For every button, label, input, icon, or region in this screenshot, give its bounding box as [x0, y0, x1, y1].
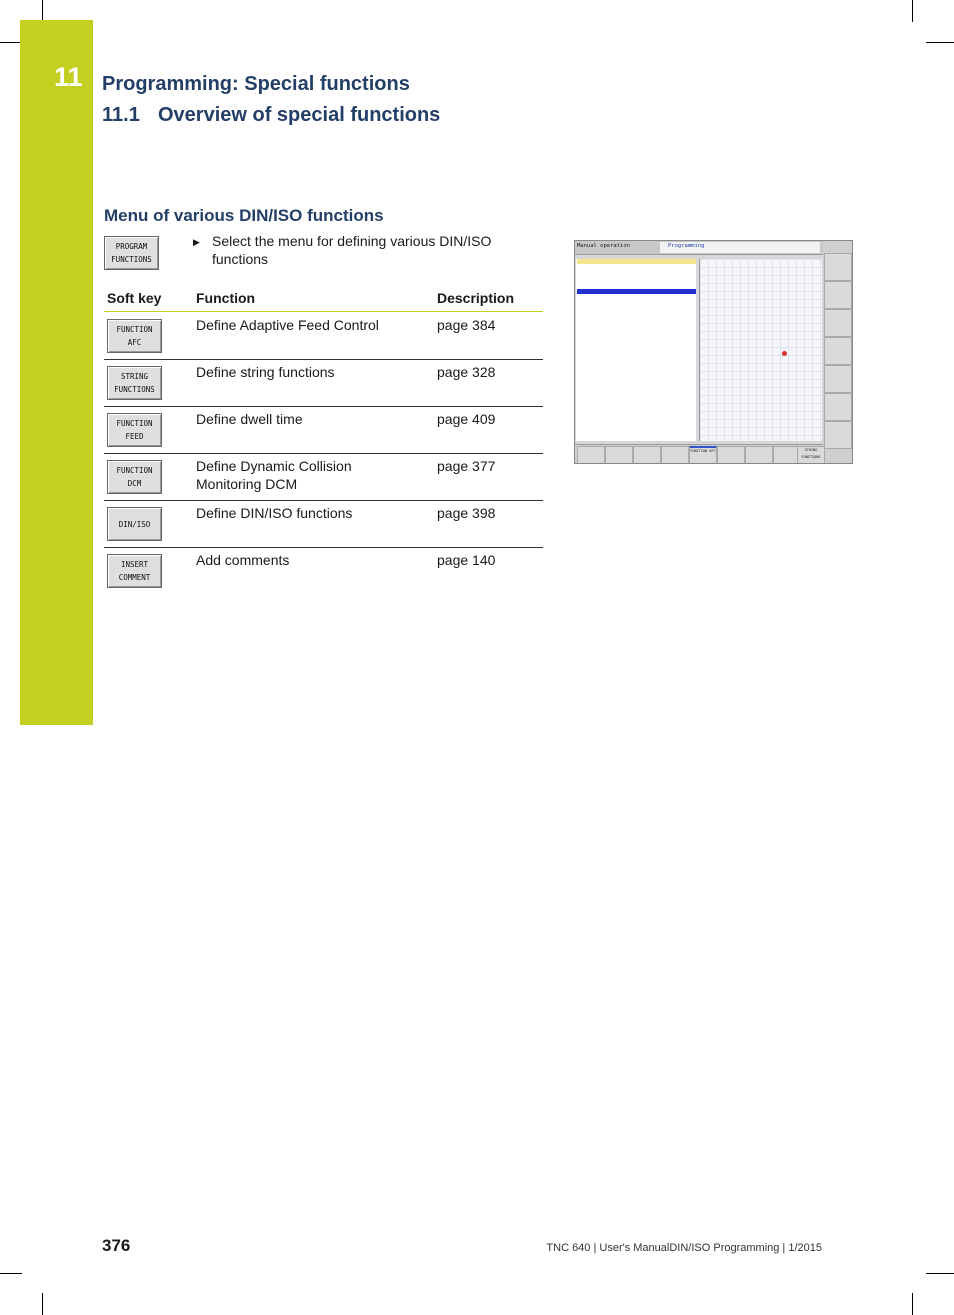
- string-functions-softkey[interactable]: [107, 366, 162, 400]
- crop-mark: [926, 1273, 954, 1274]
- page-ref[interactable]: page 328: [437, 364, 496, 380]
- bullet-arrow-icon: ▶: [193, 237, 200, 247]
- din-iso-softkey[interactable]: [107, 507, 162, 541]
- softkey-label: AFC: [127, 338, 142, 347]
- screen-mode-bar: [575, 241, 823, 255]
- softkey-label: STRING: [120, 372, 149, 381]
- header-softkey: Soft key: [107, 290, 162, 306]
- tool-marker-icon: [782, 351, 787, 356]
- function-afc-softkey[interactable]: [107, 319, 162, 353]
- table-row: [104, 406, 543, 454]
- chapter-sidebar: [20, 20, 93, 725]
- function-text: Add comments: [196, 552, 290, 568]
- softkey-label: FUNCTIONS: [111, 255, 152, 264]
- softkey-label: FUNCTIONS: [114, 385, 155, 394]
- section-title: [102, 104, 440, 127]
- crop-mark: [912, 1293, 913, 1315]
- crop-mark: [0, 1273, 22, 1274]
- page-ref[interactable]: page 384: [437, 317, 496, 333]
- crop-mark: [0, 42, 22, 43]
- crop-mark: [912, 0, 913, 22]
- function-text: Define Dynamic Collision Monitoring DCM: [196, 458, 352, 492]
- tnc-screenshot: [574, 240, 853, 464]
- section-number: 11.1: [102, 104, 140, 126]
- function-dcm-softkey[interactable]: [107, 460, 162, 494]
- side-softkey[interactable]: [824, 393, 852, 421]
- page-ref[interactable]: page 398: [437, 505, 496, 521]
- softkey[interactable]: [605, 446, 633, 464]
- function-text: Define DIN/ISO functions: [196, 505, 353, 521]
- chapter-number: 11: [54, 62, 83, 92]
- table-row: [104, 312, 543, 360]
- footer-text: TNC 640 | User's ManualDIN/ISO Programming | 1/2015: [546, 1242, 822, 1254]
- program-functions-softkey[interactable]: [104, 236, 159, 270]
- side-softkey[interactable]: [824, 337, 852, 365]
- page-number: 376: [102, 1236, 131, 1255]
- side-softkey[interactable]: [824, 253, 852, 281]
- table-row: [104, 500, 543, 548]
- insert-comment-softkey[interactable]: [107, 554, 162, 588]
- softkey[interactable]: [633, 446, 661, 464]
- softkey-label: FUNCTION: [116, 466, 153, 475]
- subheading: Menu of various DIN/ISO functions: [104, 206, 384, 225]
- function-afc-softkey[interactable]: FUNCTION AFC: [689, 446, 717, 464]
- string-functions-softkey[interactable]: STRING FUNCTIONS: [797, 446, 825, 464]
- softkey-label: DIN/ISO: [118, 519, 151, 529]
- graphics-view: [699, 259, 822, 441]
- page-ref[interactable]: page 140: [437, 552, 496, 568]
- crop-mark: [42, 1293, 43, 1315]
- softkey[interactable]: [745, 446, 773, 464]
- header-function: Function: [196, 290, 256, 306]
- mode-right-label: Programming: [668, 243, 705, 249]
- softkey-label: INSERT: [120, 560, 149, 569]
- crop-mark: [42, 0, 43, 22]
- header-description: Description: [437, 290, 515, 306]
- softkey-label: FEED: [125, 432, 144, 441]
- softkey[interactable]: [717, 446, 745, 464]
- program-listing: [576, 259, 696, 441]
- chapter-title: Programming: Special functions: [102, 73, 410, 95]
- side-softkey[interactable]: [824, 281, 852, 309]
- softkey-label: COMMENT: [118, 573, 151, 582]
- function-text: Define string functions: [196, 364, 335, 380]
- section-title-text: Overview of special functions: [158, 104, 441, 126]
- horizontal-softkey-bar: [575, 444, 823, 464]
- table-row: [104, 359, 543, 407]
- table-row: [104, 547, 543, 594]
- softkey-label: PROGRAM: [115, 242, 148, 251]
- side-softkey[interactable]: [824, 309, 852, 337]
- page-ref[interactable]: page 409: [437, 411, 496, 427]
- softkey[interactable]: [661, 446, 689, 464]
- mode-right: [660, 242, 820, 253]
- function-text: Define Adaptive Feed Control: [196, 317, 379, 333]
- crop-mark: [926, 42, 954, 43]
- table-row: [104, 453, 543, 501]
- intro-text: Select the menu for defining various DIN/ISO functions: [212, 233, 492, 267]
- softkey-label: FUNCTION: [116, 419, 153, 428]
- side-softkey[interactable]: [824, 365, 852, 393]
- function-text: Define dwell time: [196, 411, 303, 427]
- side-softkey[interactable]: [824, 421, 852, 449]
- function-feed-softkey[interactable]: [107, 413, 162, 447]
- vertical-softkey-bar: [823, 241, 852, 463]
- mode-left-label: Manual operation: [577, 243, 630, 249]
- softkey-label: FUNCTION: [116, 325, 153, 334]
- page-ref[interactable]: page 377: [437, 458, 496, 474]
- softkey[interactable]: [577, 446, 605, 464]
- softkey-label: DCM: [127, 479, 142, 488]
